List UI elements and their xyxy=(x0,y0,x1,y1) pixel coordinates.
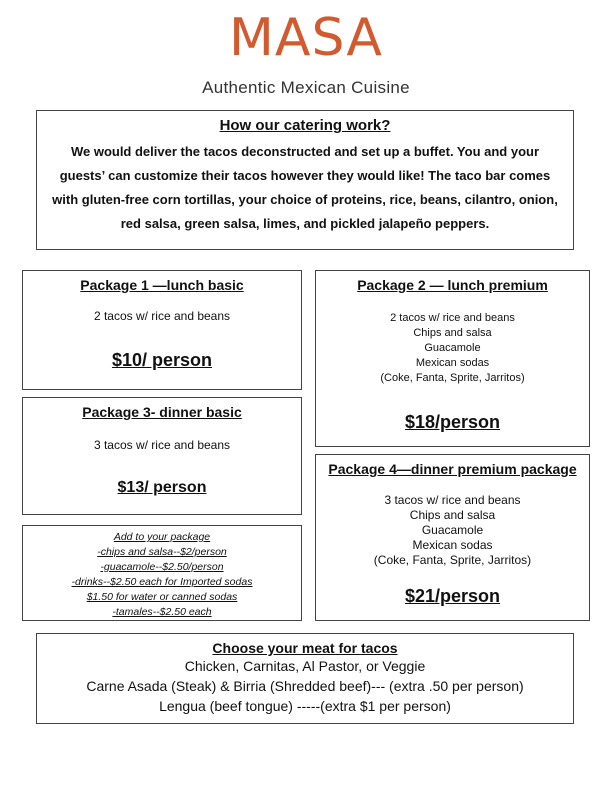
addon-item: -tamales--$2.50 each xyxy=(112,606,212,618)
package-item: (Coke, Fanta, Sprite, Jarritos) xyxy=(380,372,525,384)
package-item: 2 tacos w/ rice and beans xyxy=(93,309,231,323)
package-item: (Coke, Fanta, Sprite, Jarritos) xyxy=(373,553,532,567)
addon-item: -chips and salsa--$2/person xyxy=(97,546,227,558)
package-item: Guacamole xyxy=(421,523,484,537)
package-item: Chips and salsa xyxy=(413,327,492,339)
meat-choices-box xyxy=(36,633,574,724)
package-price: $21/person xyxy=(404,586,501,606)
package-item: 3 tacos w/ rice and beans xyxy=(93,438,231,452)
meat-heading: Choose your meat for tacos xyxy=(212,640,398,656)
package-title: Package 3- dinner basic xyxy=(82,404,242,420)
package-title: Package 1 —lunch basic xyxy=(80,277,244,293)
package-price: $10/ person xyxy=(111,350,213,370)
package-title: Package 2 — lunch premium xyxy=(357,277,548,293)
package-1 xyxy=(22,270,302,390)
catering-info-body: We would deliver the tacos deconstructed and set up a buffet. You and your guests’ can customize their tacos however they would like! The taco bar comes with gluten-free corn tortillas, your choice of proteins, rice, beans, cilantro, onion, red salsa, green salsa, limes, and pickled jalapeño peppers. xyxy=(52,144,558,231)
brand-logo: MASA xyxy=(229,8,383,68)
package-2 xyxy=(315,270,590,447)
package-item: 2 tacos w/ rice and beans xyxy=(390,312,515,324)
brand-tagline: Authentic Mexican Cuisine xyxy=(202,78,410,97)
addon-item: -drinks--$2.50 each for Imported sodas xyxy=(71,576,253,588)
package-price: $18/person xyxy=(404,412,501,432)
package-4 xyxy=(315,454,590,621)
catering-info-box xyxy=(36,110,574,250)
package-price: $13/ person xyxy=(117,479,207,496)
package-3 xyxy=(22,397,302,515)
meat-option: Lengua (beef tongue) -----(extra $1 per person) xyxy=(159,698,451,714)
package-item: Mexican sodas xyxy=(415,357,490,369)
addon-item: $1.50 for water or canned sodas xyxy=(86,591,238,603)
meat-option: Chicken, Carnitas, Al Pastor, or Veggie xyxy=(184,658,426,674)
package-title: Package 4—dinner premium package xyxy=(328,461,577,477)
package-item: 3 tacos w/ rice and beans xyxy=(384,493,521,507)
catering-info-heading: How our catering work? xyxy=(219,117,391,134)
package-item: Guacamole xyxy=(424,342,481,354)
package-item: Chips and salsa xyxy=(409,508,496,522)
package-item: Mexican sodas xyxy=(412,538,493,552)
addons-heading: Add to your package xyxy=(113,531,211,543)
addons-box xyxy=(22,525,302,621)
meat-option: Carne Asada (Steak) & Birria (Shredded beef)--- (extra .50 per person) xyxy=(86,678,524,694)
addon-item: -guacamole--$2.50/person xyxy=(100,561,224,573)
